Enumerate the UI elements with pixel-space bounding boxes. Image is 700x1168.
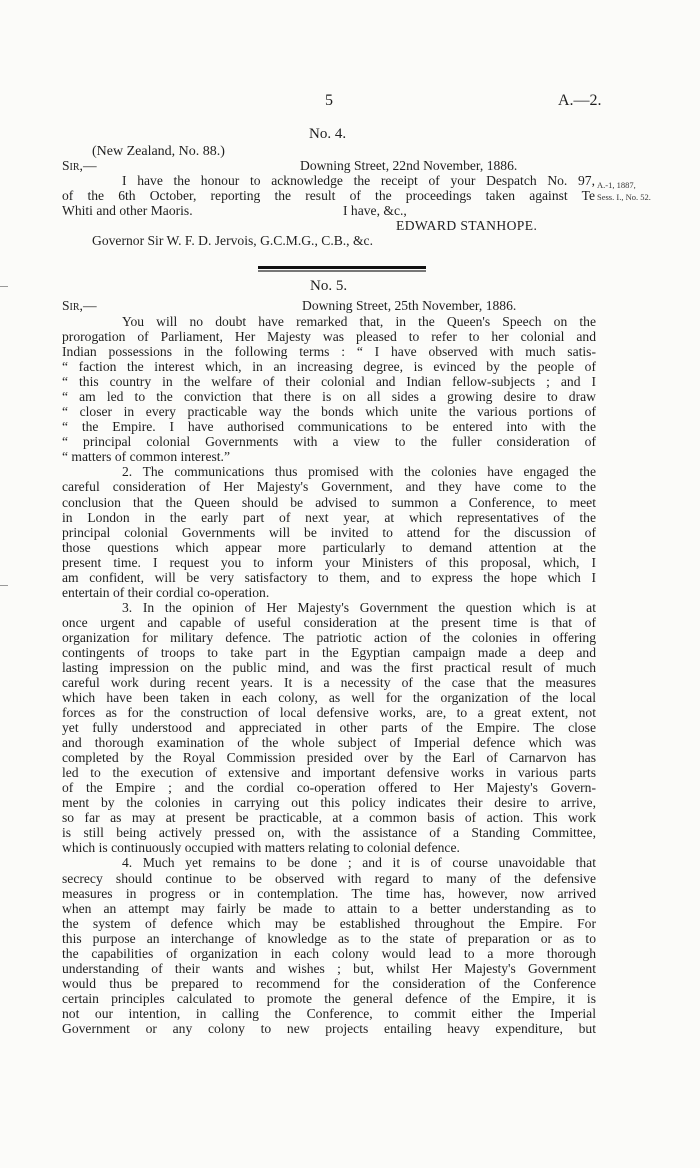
page-edge-mark: [0, 286, 8, 287]
letter-4-place-date: Downing Street, 22nd November, 1886.: [300, 158, 518, 173]
body-line: conclusion that the Queen should be advised to summon a Conference, to meet: [62, 494, 596, 510]
body-line: led to the execution of extensive and important defensive works in various parts: [62, 765, 596, 781]
body-line: “ closer in every practicable way the bonds which unite the various portions of: [62, 404, 596, 420]
body-line: contingents of troops to take part in the Egyptian campaign made a deep and: [62, 644, 596, 660]
body-line: careful consideration of Her Majesty's Government, and they have come to the: [62, 479, 596, 495]
body-line: yet fully understood and appreciated in other parts of the Empire. The close: [62, 720, 596, 736]
body-line: You will no doubt have remarked that, in the Queen's Speech on the: [122, 314, 596, 329]
letter-4-signature: EDWARD STANHOPE.: [396, 218, 538, 233]
body-line: ment by the colonies in carrying out this policy indicates their desire to arrive,: [62, 795, 596, 811]
page-edge-mark: [0, 585, 8, 586]
body-line: lasting impression on the public mind, and was the first practical result of much: [62, 659, 596, 675]
body-line: understanding of their wants and wishes ; but, whilst Her Majesty's Government: [62, 960, 596, 976]
body-line: “ the Empire. I have authorised communications to be entered into with the: [62, 419, 596, 435]
body-line: when an attempt may fairly be made to attain to a better understanding as to: [62, 900, 596, 916]
body-line: prorogation of Parliament, Her Majesty was pleased to refer to her colonial and: [62, 329, 596, 344]
body-line: “ faction the interest which, in an increasing degree, is evinced by the people of: [62, 359, 596, 375]
letter-5-salutation: Sir,—: [62, 298, 97, 313]
letter-4-salutation: Sir,—: [62, 158, 97, 173]
body-line: measures in progress or in contemplation. The time has, however, now arrived: [62, 885, 596, 901]
page-number: 5: [325, 92, 333, 109]
body-line: so far as may at present be practicable, at a common basis of action. This work: [62, 810, 596, 826]
body-line: the capabilities of organization in each colony would lead to a more thorough: [62, 945, 596, 961]
body-line: principal colonial Governments will be invited to attend for the discussion of: [62, 524, 596, 540]
body-line: Government or any colony to new projects entailing heavy expenditure, but: [62, 1020, 596, 1036]
body-line: present time. I request you to inform your Ministers of this proposal, which, I: [62, 554, 596, 570]
body-line: this purpose an interchange of knowledge as to the state of preparation or as to: [62, 930, 596, 946]
body-line: Indian possessions in the following terms : “ I have observed with much satis-: [62, 344, 596, 360]
margin-reference-2: Sess. I., No. 52.: [597, 192, 651, 202]
body-line: once urgent and capable of useful consideration at the present time is that of: [62, 614, 596, 630]
letter-4-heading: No. 4.: [309, 126, 347, 142]
body-line: which have been taken in each colony, as well for the organization of the local: [62, 690, 596, 705]
body-line: not our intention, in calling the Conference, to commit either the Imperial: [62, 1005, 596, 1021]
body-line: forces as for the construction of local defensive works, are, to a great extent, not: [62, 705, 596, 720]
body-line: 4. Much yet remains to be done ; and it is of course unavoidable that: [122, 855, 596, 871]
body-line: which is continuously occupied with matters relating to colonial defence.: [62, 840, 460, 856]
body-line: “ principal colonial Governments with a view to the fuller consideration of: [62, 434, 596, 450]
body-line: 3. In the opinion of Her Majesty's Government the question which is at: [122, 599, 596, 615]
body-line: “ this country in the welfare of their colonial and Indian fellow-subjects ; and I: [62, 374, 596, 390]
margin-reference-1: A.-1, 1887,: [597, 180, 636, 190]
body-line: those questions which appear more particularly to demand attention at the: [62, 539, 596, 555]
letter-5-heading: No. 5.: [310, 278, 348, 294]
body-line: of the Empire ; and the cordial co-operation offered to Her Majesty's Govern-: [62, 780, 596, 796]
body-line: in London in the early part of next year, at which representatives of the: [62, 509, 596, 525]
body-line: careful work during recent years. It is a necessity of the case that the measures: [62, 675, 596, 690]
letter-5-place-date: Downing Street, 25th November, 1886.: [302, 298, 517, 313]
section-rule-shadow: [258, 270, 426, 272]
letter-4-line-1: I have the honour to acknowledge the receipt of your Despatch No. 97,: [122, 173, 595, 188]
body-line: am confident, will be very satisfactory to them, and to express the hope which I: [62, 569, 596, 585]
letter-4-closing: I have, &c.,: [343, 203, 407, 218]
body-line: organization for military defence. The patriotic action of the colonies in offering: [62, 629, 596, 645]
letter-4-line-2: of the 6th October, reporting the result of the proceedings taken against Te: [62, 188, 595, 203]
body-line: certain principles calculated to promote the general defence of the Empire, it is: [62, 990, 596, 1006]
body-line: entertain of their cordial co-operation.: [62, 584, 270, 600]
body-line: “ matters of common interest.”: [62, 449, 230, 465]
body-line: secrecy should continue to be observed with regard to many of the defensive: [62, 870, 596, 886]
body-line: completed by the Royal Commission presided over by the Earl of Carnarvon has: [62, 750, 596, 766]
body-line: is still being actively pressed on, with the assistance of a Standing Committee,: [62, 825, 596, 841]
body-line: the system of defence which may be established throughout the Empire. For: [62, 915, 596, 931]
body-line: “ am led to the conviction that there is on all sides a growing desire to draw: [62, 389, 596, 405]
body-line: would thus be prepared to recommend for the consideration of the Conference: [62, 975, 596, 991]
document-reference: A.—2.: [558, 92, 602, 109]
body-line: 2. The communications thus promised with the colonies have engaged the: [122, 464, 596, 480]
letter-4-addressee: Governor Sir W. F. D. Jervois, G.C.M.G., C.B., &c.: [92, 233, 373, 248]
body-line: and thorough examination of the whole subject of Imperial defence which was: [62, 735, 596, 751]
letter-4-line-3: Whiti and other Maoris.: [62, 203, 193, 218]
section-rule: [258, 266, 426, 269]
letter-4-origin: (New Zealand, No. 88.): [92, 144, 225, 159]
